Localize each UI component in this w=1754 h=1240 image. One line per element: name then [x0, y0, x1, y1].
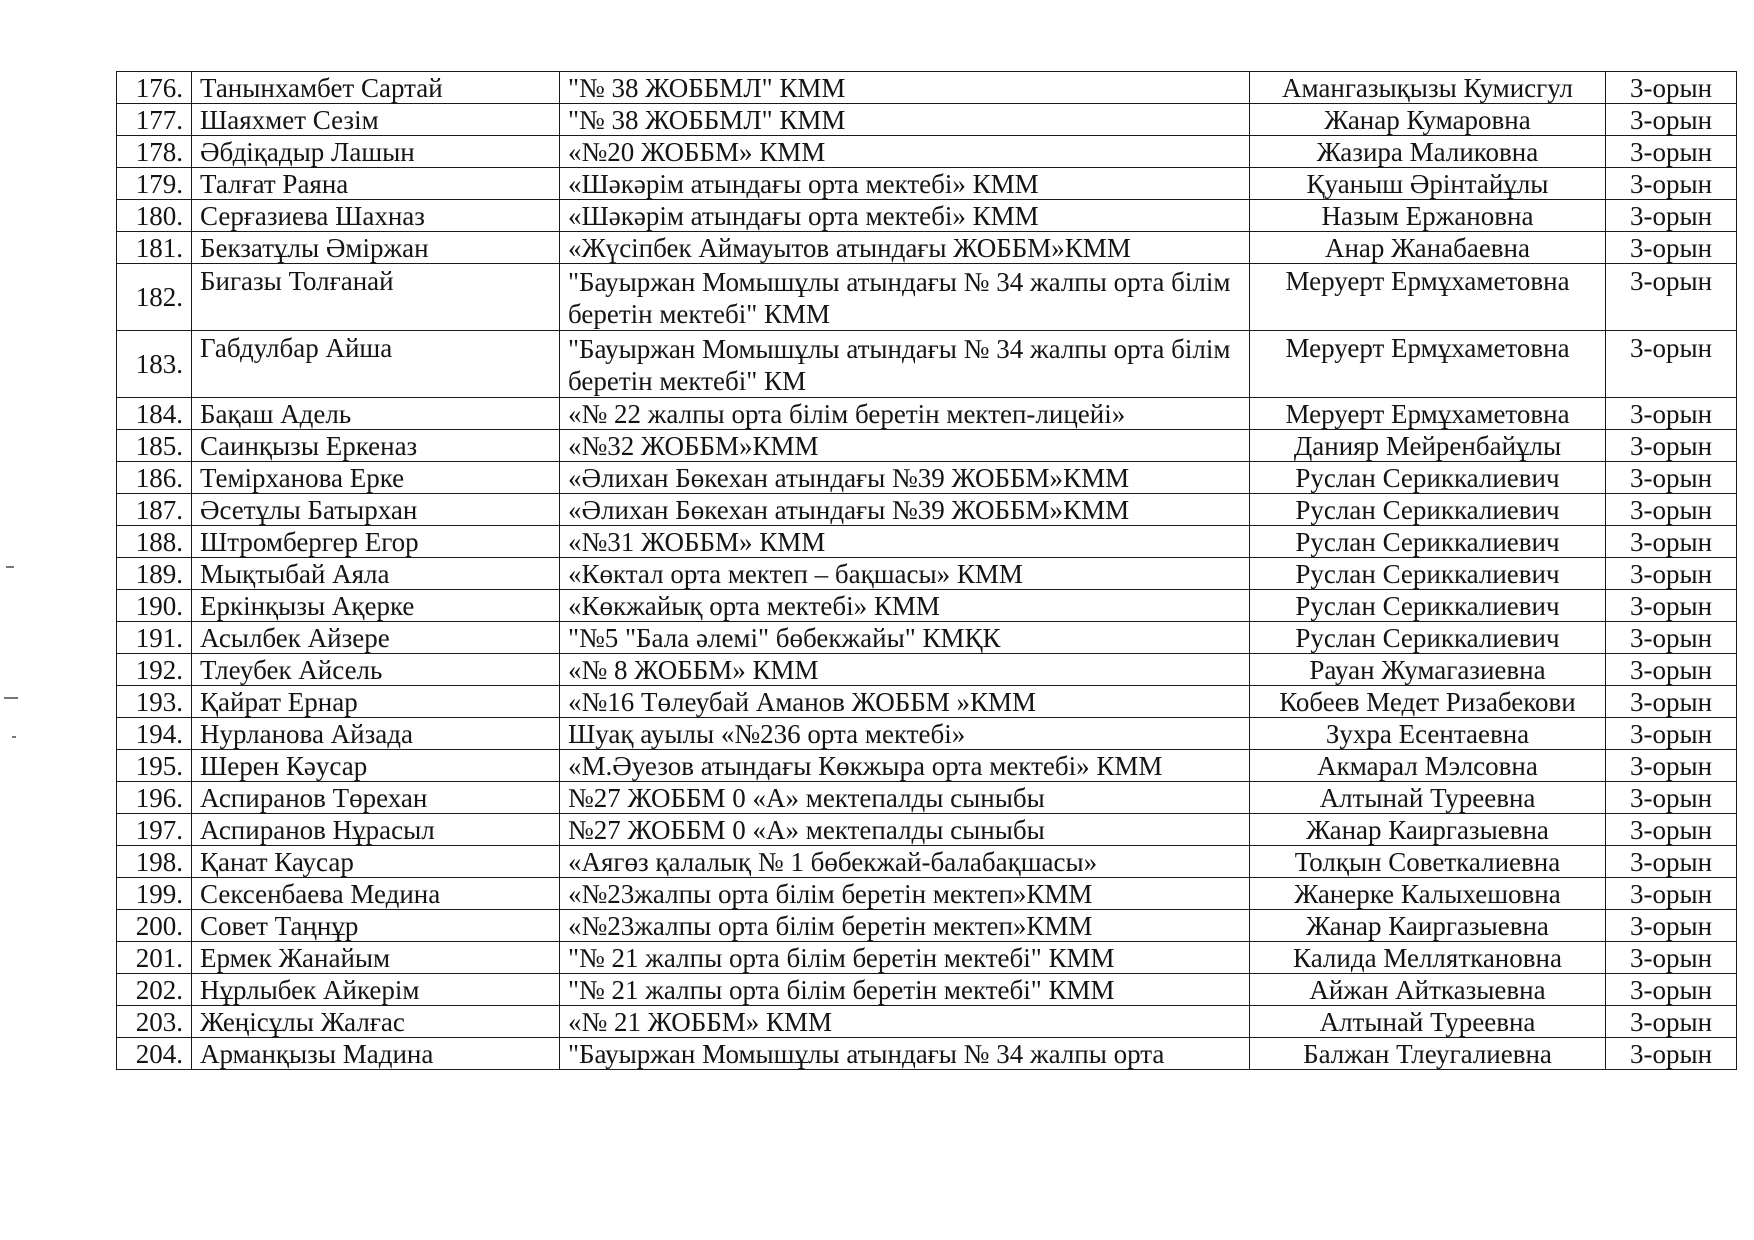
teacher-name: Меруерт Ермұхаметовна	[1250, 331, 1606, 398]
place-result: 3-орын	[1606, 782, 1737, 814]
scan-mark	[6, 566, 14, 568]
row-number: 199.	[117, 878, 192, 910]
table-row	[117, 846, 1737, 878]
table-row	[117, 494, 1737, 526]
row-number: 185.	[117, 430, 192, 462]
row-number: 179.	[117, 168, 192, 200]
row-number: 204.	[117, 1038, 192, 1070]
teacher-name: Айжан Айтказыевна	[1250, 974, 1606, 1006]
place-result: 3-орын	[1606, 168, 1737, 200]
school-name: «№ 22 жалпы орта білім беретін мектеп-лицейі»	[560, 398, 1250, 430]
row-number: 184.	[117, 398, 192, 430]
table-row	[117, 910, 1737, 942]
place-result: 3-орын	[1606, 264, 1737, 331]
table-row	[117, 686, 1737, 718]
place-result: 3-орын	[1606, 910, 1737, 942]
school-name: "Бауыржан Момышұлы атындағы № 34 жалпы орта білім беретін мектебі" КМ	[560, 331, 1250, 398]
row-number: 202.	[117, 974, 192, 1006]
table-row	[117, 814, 1737, 846]
school-name: «Шәкәрім атындағы орта мектебі» КММ	[560, 200, 1250, 232]
school-name: Шуақ ауылы «№236 орта мектебі»	[560, 718, 1250, 750]
table-row	[117, 72, 1737, 104]
teacher-name: Жанар Каиргазыевна	[1250, 910, 1606, 942]
school-name: "№5 "Бала әлемі" бөбекжайы" КМҚК	[560, 622, 1250, 654]
row-number: 197.	[117, 814, 192, 846]
teacher-name: Руслан Сериккалиевич	[1250, 622, 1606, 654]
teacher-name: Жанерке Калыхешовна	[1250, 878, 1606, 910]
place-result: 3-орын	[1606, 686, 1737, 718]
place-result: 3-орын	[1606, 462, 1737, 494]
table-row	[117, 264, 1737, 331]
participant-name: Қайрат Ернар	[192, 686, 560, 718]
teacher-name: Рауан Жумагазиевна	[1250, 654, 1606, 686]
table-row	[117, 558, 1737, 590]
row-number: 188.	[117, 526, 192, 558]
place-result: 3-орын	[1606, 136, 1737, 168]
participant-name: Аспиранов Төрехан	[192, 782, 560, 814]
place-result: 3-орын	[1606, 558, 1737, 590]
participant-name: Жеңісұлы Жалғас	[192, 1006, 560, 1038]
row-number: 187.	[117, 494, 192, 526]
participant-name: Аспиранов Нұрасыл	[192, 814, 560, 846]
row-number: 186.	[117, 462, 192, 494]
school-name: «№32 ЖОББМ»КММ	[560, 430, 1250, 462]
table-row	[117, 878, 1737, 910]
place-result: 3-орын	[1606, 846, 1737, 878]
row-number: 177.	[117, 104, 192, 136]
table-row	[117, 104, 1737, 136]
school-name: «Көкжайық орта мектебі» КММ	[560, 590, 1250, 622]
participant-name: Әсетұлы Батырхан	[192, 494, 560, 526]
teacher-name: Зухра Есентаевна	[1250, 718, 1606, 750]
place-result: 3-орын	[1606, 654, 1737, 686]
place-result: 3-орын	[1606, 942, 1737, 974]
school-name: «Шәкәрім атындағы орта мектебі» КММ	[560, 168, 1250, 200]
participant-name: Арманқызы Мадина	[192, 1038, 560, 1070]
school-name: «Аягөз қалалық № 1 бөбекжай-балабақшасы»	[560, 846, 1250, 878]
table-row	[117, 622, 1737, 654]
participant-name: Бигазы Толғанай	[192, 264, 560, 331]
place-result: 3-орын	[1606, 1038, 1737, 1070]
table-row	[117, 168, 1737, 200]
teacher-name: Руслан Сериккалиевич	[1250, 526, 1606, 558]
school-name: «№16 Төлеубай Аманов ЖОББМ »КММ	[560, 686, 1250, 718]
teacher-name: Толқын Советкалиевна	[1250, 846, 1606, 878]
row-number: 189.	[117, 558, 192, 590]
school-name: №27 ЖОББМ 0 «А» мектепалды сыныбы	[560, 814, 1250, 846]
place-result: 3-орын	[1606, 590, 1737, 622]
participant-name: Талғат Раяна	[192, 168, 560, 200]
place-result: 3-орын	[1606, 526, 1737, 558]
teacher-name: Алтынай Туреевна	[1250, 1006, 1606, 1038]
participant-name: Серғазиева Шахназ	[192, 200, 560, 232]
participant-name: Сексенбаева Медина	[192, 878, 560, 910]
place-result: 3-орын	[1606, 814, 1737, 846]
teacher-name: Қуаныш Әрінтайұлы	[1250, 168, 1606, 200]
place-result: 3-орын	[1606, 1006, 1737, 1038]
place-result: 3-орын	[1606, 878, 1737, 910]
school-name: «Жүсіпбек Аймауытов атындағы ЖОББМ»КММ	[560, 232, 1250, 264]
table-row	[117, 331, 1737, 398]
teacher-name: Амангазықызы Кумисгул	[1250, 72, 1606, 104]
table-row	[117, 430, 1737, 462]
results-table	[116, 71, 1737, 1070]
place-result: 3-орын	[1606, 331, 1737, 398]
teacher-name: Жанар Каиргазыевна	[1250, 814, 1606, 846]
school-name: №27 ЖОББМ 0 «А» мектепалды сыныбы	[560, 782, 1250, 814]
table-row	[117, 750, 1737, 782]
teacher-name: Данияр Мейренбайұлы	[1250, 430, 1606, 462]
school-name: «№20 ЖОББМ» КММ	[560, 136, 1250, 168]
place-result: 3-орын	[1606, 72, 1737, 104]
table-row	[117, 590, 1737, 622]
table-row	[117, 136, 1737, 168]
participant-name: Тлеубек Айсель	[192, 654, 560, 686]
teacher-name: Анар Жанабаевна	[1250, 232, 1606, 264]
school-name: «Көктал орта мектеп – бақшасы» КММ	[560, 558, 1250, 590]
table-row	[117, 782, 1737, 814]
place-result: 3-орын	[1606, 750, 1737, 782]
teacher-name: Жанар Кумаровна	[1250, 104, 1606, 136]
row-number: 190.	[117, 590, 192, 622]
row-number: 180.	[117, 200, 192, 232]
place-result: 3-орын	[1606, 200, 1737, 232]
place-result: 3-орын	[1606, 974, 1737, 1006]
teacher-name: Калида Мелляткановна	[1250, 942, 1606, 974]
row-number: 201.	[117, 942, 192, 974]
table-row	[117, 1006, 1737, 1038]
school-name: "№ 38 ЖОББМЛ" КММ	[560, 104, 1250, 136]
scan-mark	[4, 697, 18, 699]
teacher-name: Назым Ержановна	[1250, 200, 1606, 232]
place-result: 3-орын	[1606, 232, 1737, 264]
place-result: 3-орын	[1606, 104, 1737, 136]
table-row	[117, 654, 1737, 686]
table-row	[117, 1038, 1737, 1070]
row-number: 200.	[117, 910, 192, 942]
participant-name: Ермек Жанайым	[192, 942, 560, 974]
teacher-name: Меруерт Ермұхаметовна	[1250, 398, 1606, 430]
school-name: "Бауыржан Момышұлы атындағы № 34 жалпы орта білім беретін мектебі" КММ	[560, 264, 1250, 331]
participant-name: Шаяхмет Сезім	[192, 104, 560, 136]
participant-name: Нұрлыбек Айкерім	[192, 974, 560, 1006]
participant-name: Танынхамбет Сартай	[192, 72, 560, 104]
participant-name: Габдулбар Айша	[192, 331, 560, 398]
teacher-name: Руслан Сериккалиевич	[1250, 558, 1606, 590]
row-number: 182.	[117, 264, 192, 331]
participant-name: Совет Таңнұр	[192, 910, 560, 942]
table-row	[117, 462, 1737, 494]
teacher-name: Кобеев Медет Ризабекови	[1250, 686, 1606, 718]
school-name: "№ 38 ЖОББМЛ" КММ	[560, 72, 1250, 104]
place-result: 3-орын	[1606, 494, 1737, 526]
participant-name: Қанат Каусар	[192, 846, 560, 878]
participant-name: Нурланова Айзада	[192, 718, 560, 750]
row-number: 203.	[117, 1006, 192, 1038]
teacher-name: Алтынай Туреевна	[1250, 782, 1606, 814]
teacher-name: Руслан Сериккалиевич	[1250, 590, 1606, 622]
school-name: «Әлихан Бөкехан атындағы №39 ЖОББМ»КММ	[560, 494, 1250, 526]
row-number: 195.	[117, 750, 192, 782]
row-number: 198.	[117, 846, 192, 878]
place-result: 3-орын	[1606, 718, 1737, 750]
participant-name: Асылбек Айзере	[192, 622, 560, 654]
place-result: 3-орын	[1606, 622, 1737, 654]
school-name: "№ 21 жалпы орта білім беретін мектебі" КММ	[560, 974, 1250, 1006]
teacher-name: Акмарал Мэлсовна	[1250, 750, 1606, 782]
table-row	[117, 200, 1737, 232]
participant-name: Штромбергер Егор	[192, 526, 560, 558]
participant-name: Шерен Кәусар	[192, 750, 560, 782]
row-number: 196.	[117, 782, 192, 814]
row-number: 194.	[117, 718, 192, 750]
table-row	[117, 526, 1737, 558]
row-number: 192.	[117, 654, 192, 686]
school-name: «№23жалпы орта білім беретін мектеп»КММ	[560, 878, 1250, 910]
row-number: 178.	[117, 136, 192, 168]
row-number: 181.	[117, 232, 192, 264]
results-table-body	[117, 72, 1737, 1070]
school-name: "Бауыржан Момышұлы атындағы № 34 жалпы орта	[560, 1038, 1250, 1070]
place-result: 3-орын	[1606, 398, 1737, 430]
school-name: «№ 21 ЖОББМ» КММ	[560, 1006, 1250, 1038]
participant-name: Бекзатұлы Әміржан	[192, 232, 560, 264]
participant-name: Әбдіқадыр Лашын	[192, 136, 560, 168]
table-row	[117, 232, 1737, 264]
participant-name: Темірханова Ерке	[192, 462, 560, 494]
row-number: 193.	[117, 686, 192, 718]
school-name: «№23жалпы орта білім беретін мектеп»КММ	[560, 910, 1250, 942]
participant-name: Бақаш Адель	[192, 398, 560, 430]
scan-mark	[12, 736, 16, 738]
place-result: 3-орын	[1606, 430, 1737, 462]
school-name: «№ 8 ЖОББМ» КММ	[560, 654, 1250, 686]
table-row	[117, 974, 1737, 1006]
row-number: 176.	[117, 72, 192, 104]
school-name: «М.Әуезов атындағы Көкжыра орта мектебі» КММ	[560, 750, 1250, 782]
table-row	[117, 942, 1737, 974]
participant-name: Саинқызы Еркеназ	[192, 430, 560, 462]
row-number: 191.	[117, 622, 192, 654]
teacher-name: Жазира Маликовна	[1250, 136, 1606, 168]
teacher-name: Руслан Сериккалиевич	[1250, 494, 1606, 526]
participant-name: Мықтыбай Аяла	[192, 558, 560, 590]
teacher-name: Меруерт Ермұхаметовна	[1250, 264, 1606, 331]
teacher-name: Руслан Сериккалиевич	[1250, 462, 1606, 494]
school-name: «№31 ЖОББМ» КММ	[560, 526, 1250, 558]
teacher-name: Балжан Тлеугалиевна	[1250, 1038, 1606, 1070]
row-number: 183.	[117, 331, 192, 398]
school-name: «Әлихан Бөкехан атындағы №39 ЖОББМ»КММ	[560, 462, 1250, 494]
table-row	[117, 398, 1737, 430]
participant-name: Еркінқызы Ақерке	[192, 590, 560, 622]
table-row	[117, 718, 1737, 750]
school-name: "№ 21 жалпы орта білім беретін мектебі" КММ	[560, 942, 1250, 974]
